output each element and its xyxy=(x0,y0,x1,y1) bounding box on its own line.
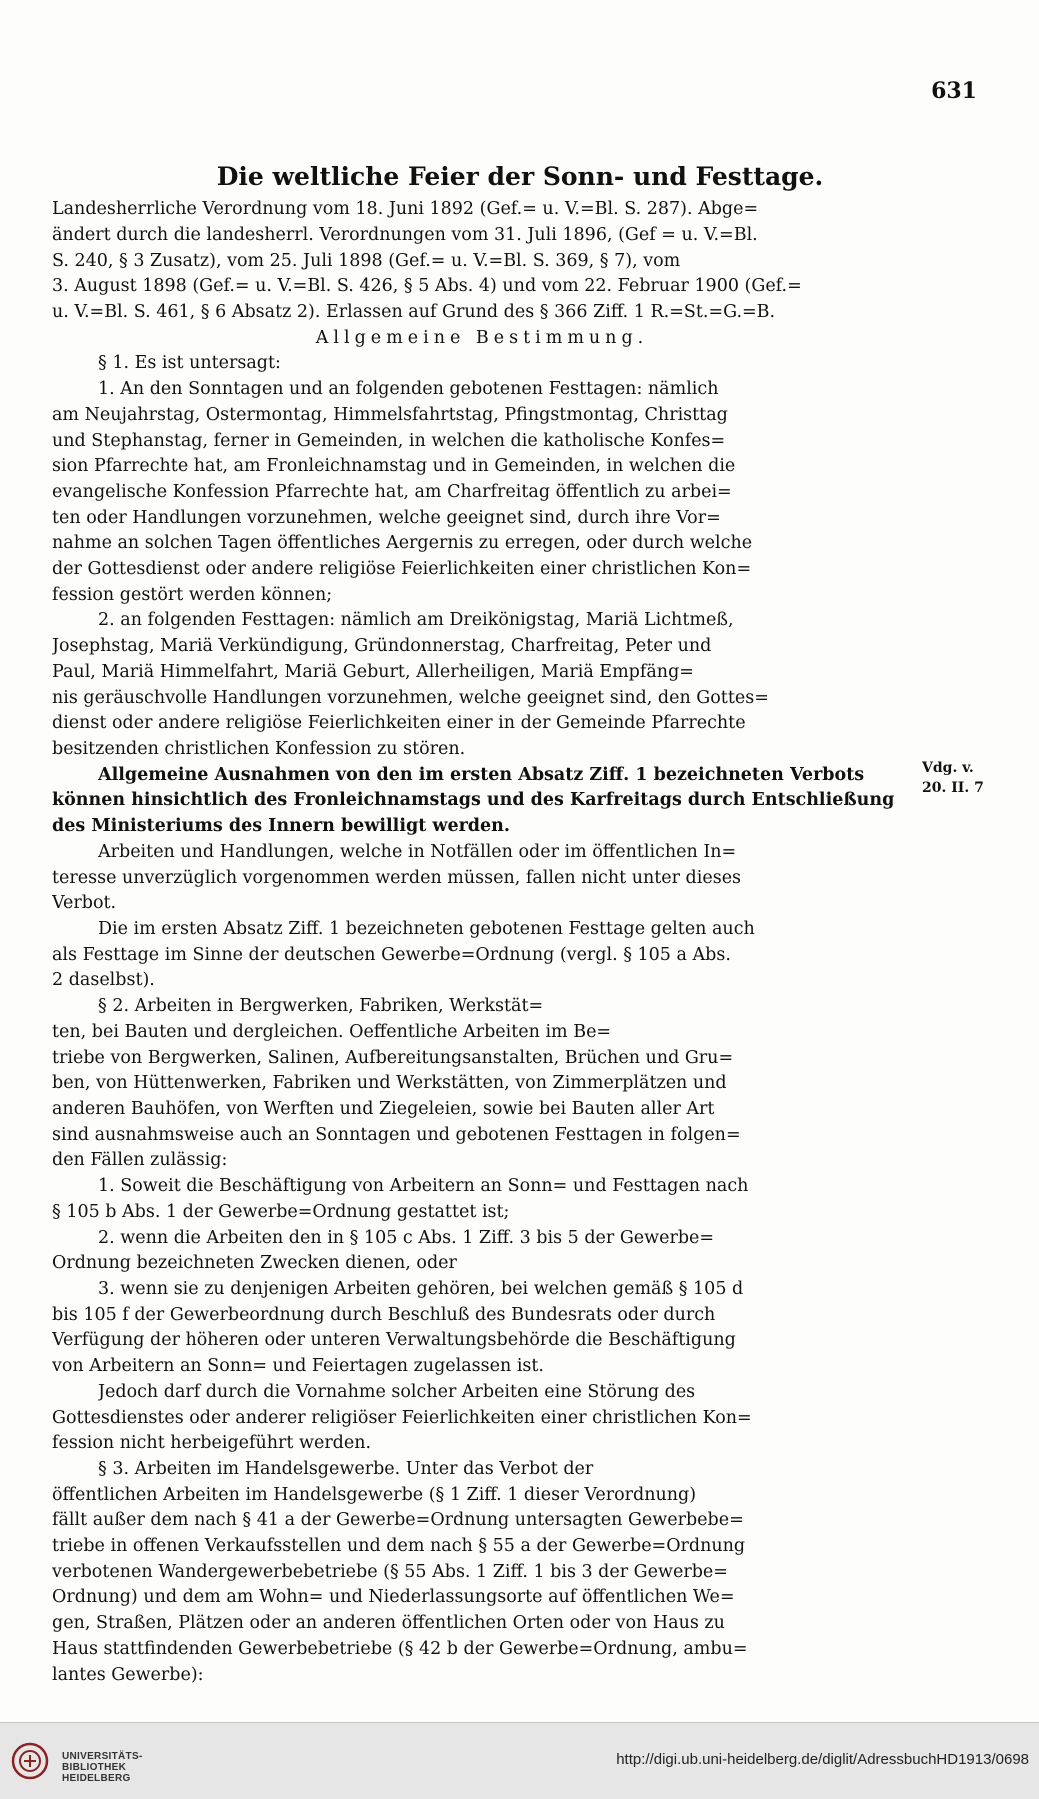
text-line: Jedoch darf durch die Vornahme solcher Arbeiten eine Störung des xyxy=(98,1382,696,1402)
text-line: als Festtage im Sinne der deutschen Gewerbe=Ordnung (vergl. § 105 a Abs. xyxy=(52,945,731,965)
text-line: von Arbeitern an Sonn= und Feiertagen zugelassen ist. xyxy=(52,1356,544,1376)
text-line: lantes Gewerbe): xyxy=(52,1665,204,1685)
text-line: S. 240, § 3 Zusatz), vom 25. Juli 1898 (Gef.= u. V.=Bl. S. 369, § 7), vom xyxy=(52,251,681,271)
text-line: teresse unverzüglich vorgenommen werden müssen, fallen nicht unter dieses xyxy=(52,868,742,888)
text-line: triebe von Bergwerken, Salinen, Aufbereitungsanstalten, Brüchen und Gru= xyxy=(52,1048,734,1068)
text-line: Verfügung der höheren oder unteren Verwaltungsbehörde die Beschäftigung xyxy=(52,1330,736,1350)
text-line: 3. wenn sie zu denjenigen Arbeiten gehören, bei welchen gemäß § 105 d xyxy=(98,1279,744,1299)
text-line: 1. An den Sonntagen und an folgenden gebotenen Festtagen: nämlich xyxy=(98,379,719,399)
text-line: triebe in offenen Verkaufsstellen und dem nach § 55 a der Gewerbe=Ordnung xyxy=(52,1536,746,1556)
text-line: öffentlichen Arbeiten im Handelsgewerbe (§ 1 Ziff. 1 dieser Verordnung) xyxy=(52,1485,697,1505)
logo-line: UNIVERSITÄTS- xyxy=(62,1751,143,1762)
text-line: Verbot. xyxy=(52,893,117,913)
text-line: am Neujahrstag, Ostermontag, Himmelsfahrtstag, Pfingstmontag, Christtag xyxy=(52,405,728,425)
page-number: 631 xyxy=(931,78,977,104)
text-line: dienst oder andere religiöse Feierlichkeiten einer in der Gemeinde Pfarrechte xyxy=(52,713,746,733)
margin-note-line: 20. II. 7 xyxy=(922,780,984,796)
text-line: Paul, Mariä Himmelfahrt, Mariä Geburt, Allerheiligen, Mariä Empfäng= xyxy=(52,662,694,682)
text-line: 2. an folgenden Festtagen: nämlich am Dreikönigstag, Mariä Lichtmeß, xyxy=(98,610,734,630)
text-line: nis geräuschvolle Handlungen vorzunehmen, welche geeignet sind, den Gottes= xyxy=(52,688,769,708)
logo-line: HEIDELBERG xyxy=(62,1773,131,1784)
library-logo[interactable] xyxy=(10,1735,143,1785)
text-line: Haus stattfindenden Gewerbebetriebe (§ 42 b der Gewerbe=Ordnung, ambu= xyxy=(52,1639,748,1659)
text-line: des Ministeriums des Innern bewilligt werden. xyxy=(52,816,510,836)
text-line: Allgemeine Ausnahmen von den im ersten Absatz Ziff. 1 bezeichneten Verbots xyxy=(98,765,865,785)
text-line: 2 daselbst). xyxy=(52,970,155,990)
text-line: § 105 b Abs. 1 der Gewerbe=Ordnung gestattet ist; xyxy=(52,1202,510,1222)
text-line: ten oder Handlungen vorzunehmen, welche geeignet sind, durch ihre Vor= xyxy=(52,508,721,528)
text-line: und Stephanstag, ferner in Gemeinden, in welchen die katholische Konfes= xyxy=(52,431,726,451)
text-line: 3. August 1898 (Gef.= u. V.=Bl. S. 426, § 5 Abs. 4) und vom 22. Februar 1900 (Gef.= xyxy=(52,276,802,296)
text-line: u. V.=Bl. S. 461, § 6 Absatz 2). Erlassen auf Grund des § 366 Ziff. 1 R.=St.=G.=B. xyxy=(52,302,776,322)
source-url-link[interactable]: http://digi.ub.uni-heidelberg.de/diglit/AdressbuchHD1913/0698 xyxy=(616,1751,1029,1768)
text-line: den Fällen zulässig: xyxy=(52,1150,228,1170)
text-line: sion Pfarrechte hat, am Fronleichnamstag und in Gemeinden, in welchen die xyxy=(52,456,736,476)
university-seal-icon xyxy=(10,1741,50,1781)
text-line: verbotenen Wandergewerbebetriebe (§ 55 Abs. 1 Ziff. 1 bis 3 der Gewerbe= xyxy=(52,1562,728,1582)
text-line: Gottesdienstes oder anderer religiöser Feierlichkeiten einer christlichen Kon= xyxy=(52,1408,752,1428)
text-line: fession gestört werden können; xyxy=(52,585,333,605)
text-line: 1. Soweit die Beschäftigung von Arbeitern an Sonn= und Festtagen nach xyxy=(98,1176,749,1196)
text-line: evangelische Konfession Pfarrechte hat, am Charfreitag öffentlich zu arbei= xyxy=(52,482,732,502)
text-line: der Gottesdienst oder andere religiöse Feierlichkeiten einer christlichen Kon= xyxy=(52,559,752,579)
text-line: 2. wenn die Arbeiten den in § 105 c Abs. 1 Ziff. 3 bis 5 der Gewerbe= xyxy=(98,1228,715,1248)
text-line: Die im ersten Absatz Ziff. 1 bezeichneten gebotenen Festtage gelten auch xyxy=(98,919,755,939)
text-line: ändert durch die landesherrl. Verordnungen vom 31. Juli 1896, (Gef = u. V.=Bl. xyxy=(52,225,758,245)
text-line: fession nicht herbeigeführt werden. xyxy=(52,1433,372,1453)
text-line: § 2. Arbeiten in Bergwerken, Fabriken, Werkstät= xyxy=(98,996,544,1016)
margin-note xyxy=(922,758,1032,798)
text-line: Landesherrliche Verordnung vom 18. Juni 1892 (Gef.= u. V.=Bl. S. 287). Abge= xyxy=(52,199,759,219)
text-line: fällt außer dem nach § 41 a der Gewerbe=Ordnung untersagten Gewerbebe= xyxy=(52,1510,744,1530)
section-heading: Allgemeine Bestimmung. xyxy=(315,328,649,348)
text-line: gen, Straßen, Plätzen oder an anderen öffentlichen Orten oder von Haus zu xyxy=(52,1613,725,1633)
text-line: können hinsichtlich des Fronleichnamstags und des Karfreitags durch Entschließung xyxy=(52,790,895,810)
text-line: sind ausnahmsweise auch an Sonntagen und gebotenen Festtagen in folgen= xyxy=(52,1125,741,1145)
text-line: Josephstag, Mariä Verkündigung, Gründonnerstag, Charfreitag, Peter und xyxy=(52,636,712,656)
text-line: ten, bei Bauten und dergleichen. Oeffentliche Arbeiten im Be= xyxy=(52,1022,612,1042)
text-line: Ordnung) und dem am Wohn= und Niederlassungsorte auf öffentlichen We= xyxy=(52,1587,735,1607)
text-line: § 1. Es ist untersagt: xyxy=(98,353,281,373)
text-line: ben, von Hüttenwerken, Fabriken und Werkstätten, von Zimmerplätzen und xyxy=(52,1073,727,1093)
text-line: bis 105 f der Gewerbeordnung durch Beschluß des Bundesrats oder durch xyxy=(52,1305,716,1325)
text-line: Arbeiten und Handlungen, welche in Notfällen oder im öffentlichen In= xyxy=(98,842,737,862)
footer-bar xyxy=(0,1722,1039,1799)
margin-note-line: Vdg. v. xyxy=(922,760,974,776)
logo-text xyxy=(62,1751,143,1784)
text-line: besitzenden christlichen Konfession zu stören. xyxy=(52,739,466,759)
text-line: nahme an solchen Tagen öffentliches Aergernis zu erregen, oder durch welche xyxy=(52,533,753,553)
text-line: Ordnung bezeichneten Zwecken dienen, oder xyxy=(52,1253,457,1273)
text-line: § 3. Arbeiten im Handelsgewerbe. Unter das Verbot der xyxy=(98,1459,594,1479)
page-title: Die weltliche Feier der Sonn- und Festtage. xyxy=(216,162,824,191)
logo-line: BIBLIOTHEK xyxy=(62,1762,127,1773)
text-line: anderen Bauhöfen, von Werften und Ziegeleien, sowie bei Bauten aller Art xyxy=(52,1099,715,1119)
